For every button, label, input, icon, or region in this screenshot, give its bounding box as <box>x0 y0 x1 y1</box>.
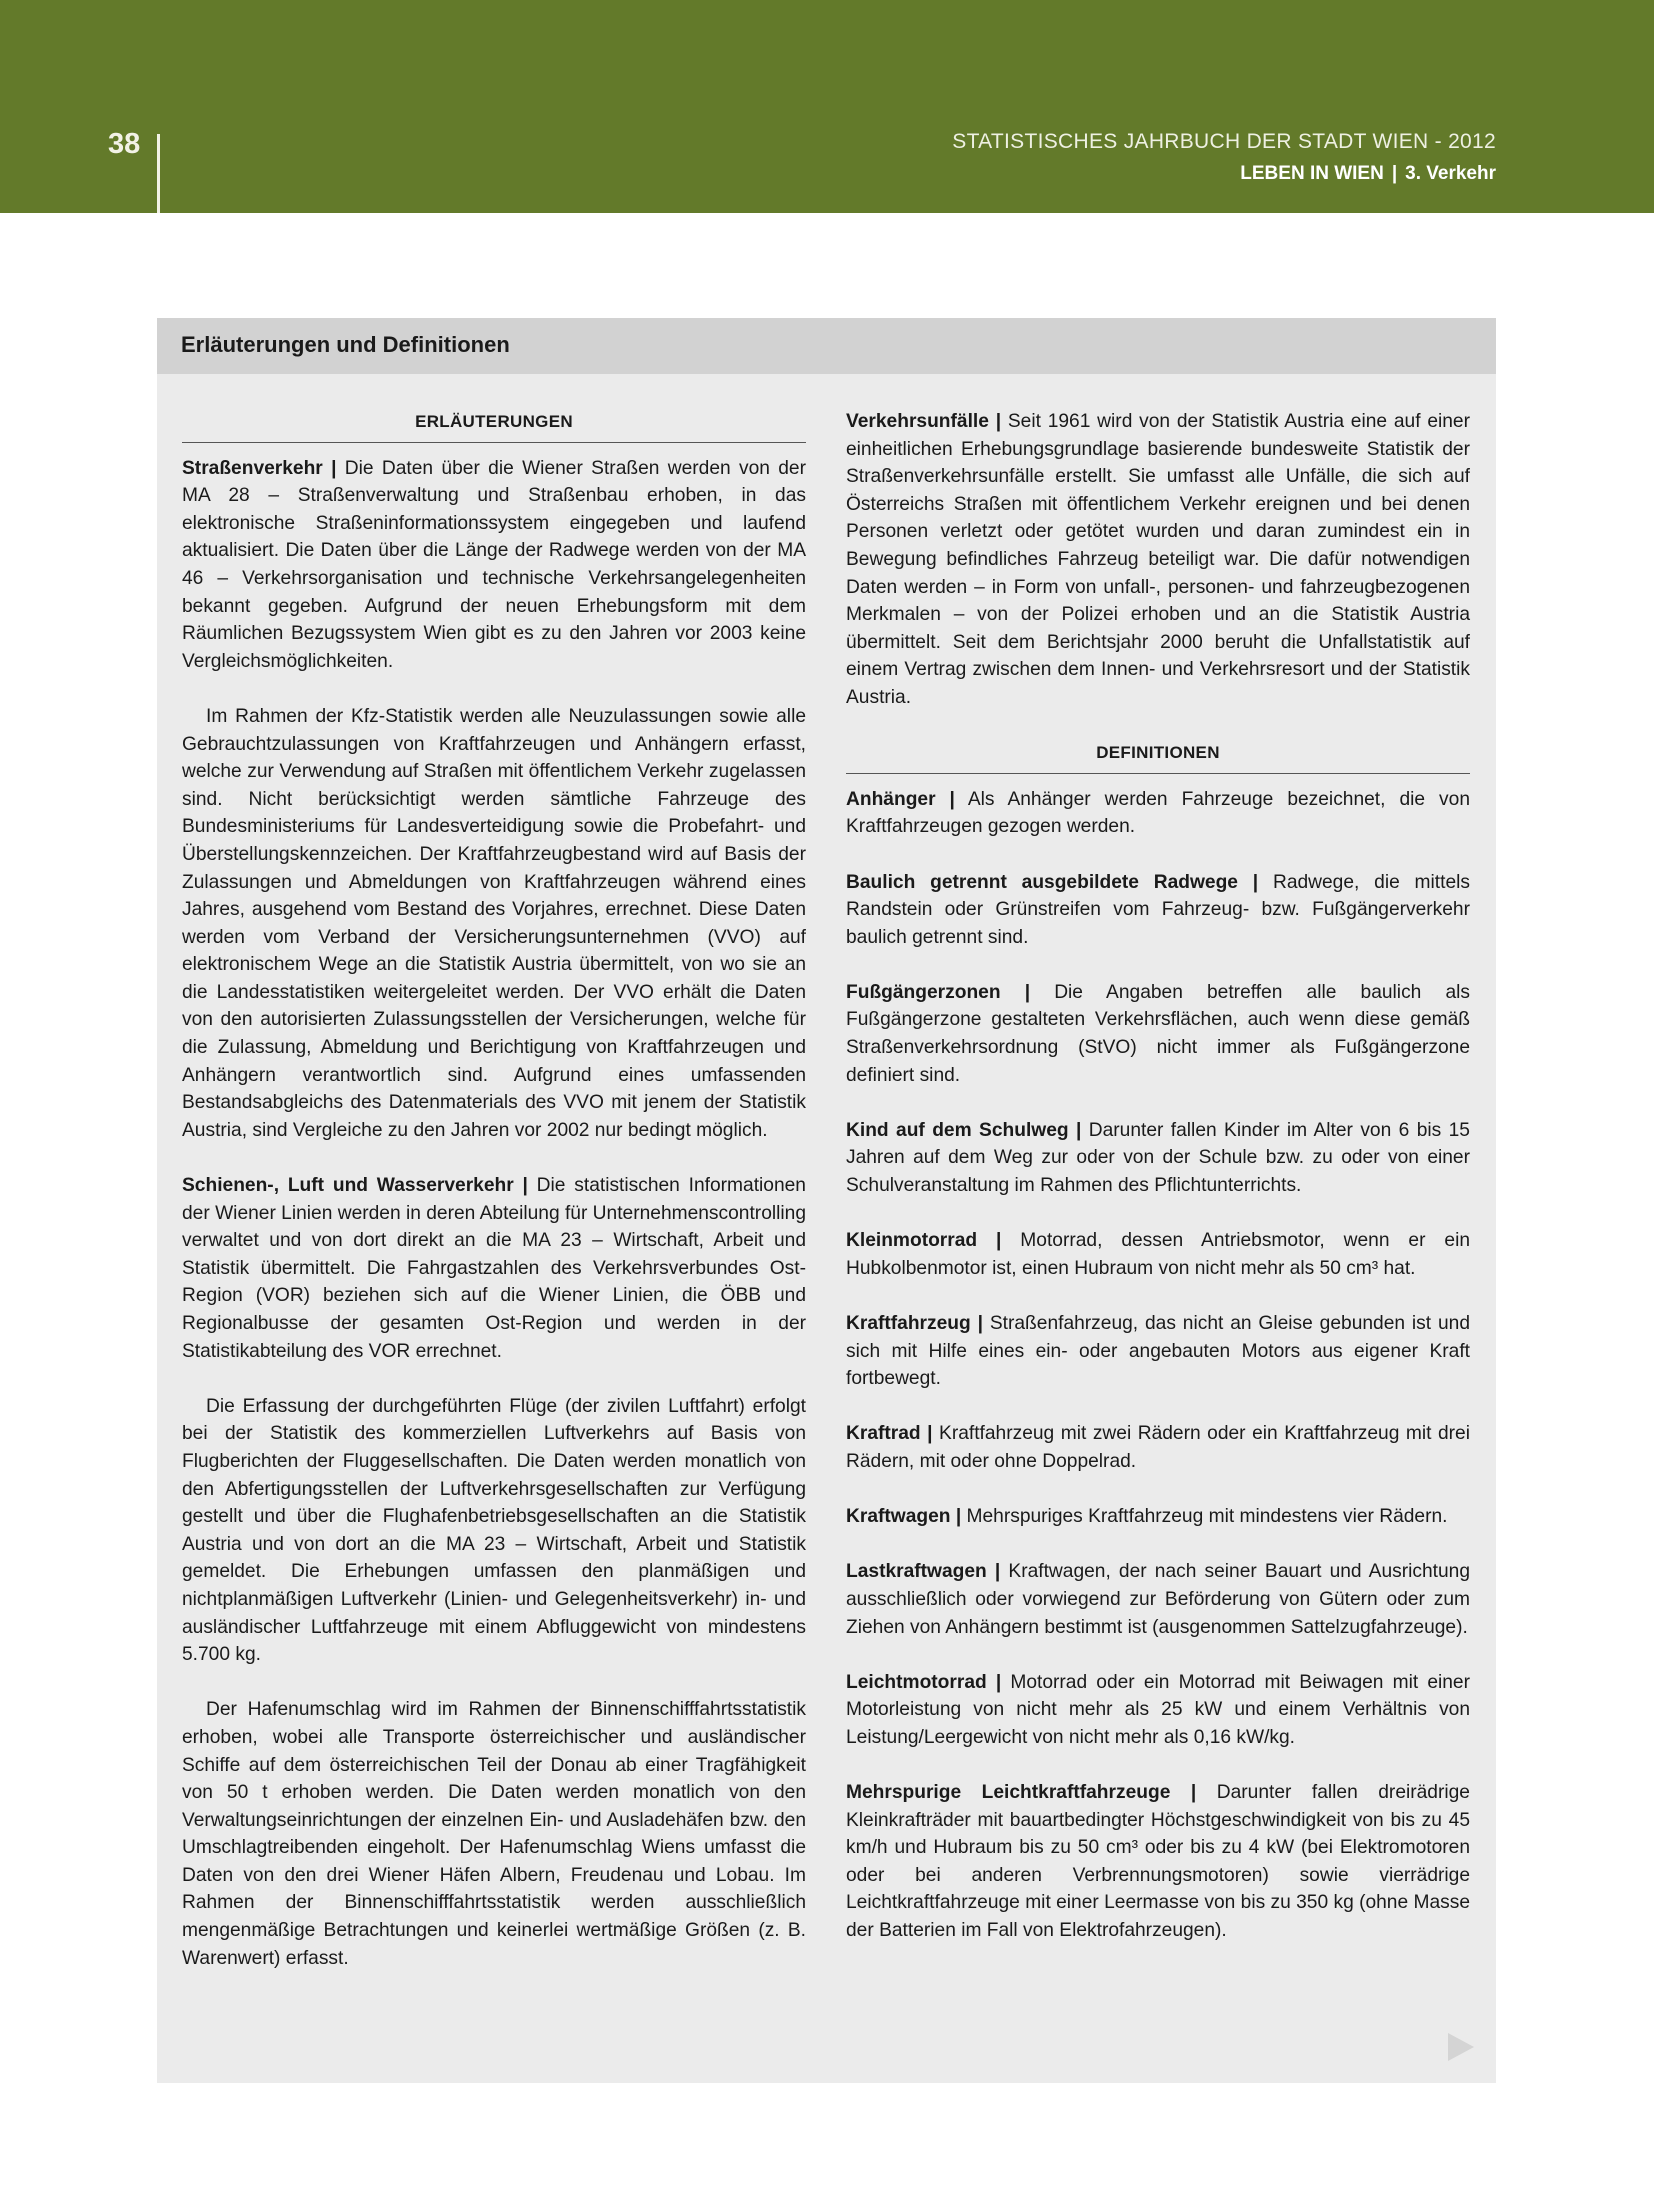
definition-term: Fußgängerzonen | <box>846 981 1031 1003</box>
definition-item <box>846 1310 1470 1393</box>
paragraph-term: Verkehrsunfälle | <box>846 411 1002 432</box>
definition-text: Darunter fallen dreirädrige Kleinkrafträder mit bauartbedingter Höchstgeschwindigkeit von bis zu 45 km/h und Hubraum bis zu 50 cm³ oder bis zu 4 kW (bei Elektromotoren oder bei anderen Verbrennungsmotoren) sowie vierrädrige Leichtkraftfahrzeuge mit einer Leermasse von bis zu 350 kg (ohne Masse der Batterien im Fall von Elektrofahrzeugen). <box>846 1782 1470 1942</box>
page-number: 38 <box>108 128 141 160</box>
header-divider <box>157 134 160 213</box>
explanation-paragraph <box>182 1696 806 1972</box>
definition-term: Kleinmotorrad | <box>846 1230 1002 1252</box>
definition-text: Die Angaben betreffen alle baulich als Fußgängerzone gestalteten Verkehrsflächen, auch wenn diese gemäß Straßenverkehrsordnung (StVO) nicht immer als Fußgängerzone definiert sind. <box>846 981 1470 1086</box>
definition-item <box>846 1779 1470 1945</box>
definition-item <box>846 1558 1470 1641</box>
definition-text: Radwege, die mittels Randstein oder Grünstreifen vom Fahrzeug- bzw. Fußgängerverkehr baulich getrennt sind. <box>846 871 1470 948</box>
definition-text: Als Anhänger werden Fahrzeuge bezeichnet, die von Kraftfahrzeugen gezogen werden. <box>846 788 1470 838</box>
definition-text: Darunter fallen Kinder im Alter von 6 bis 15 Jahren auf dem Weg zur oder von der Schule bzw. zu oder von einer Schulveranstaltung im Rahmen des Pflichtunterrichts. <box>846 1119 1470 1197</box>
definition-term: Baulich getrennt ausgebildete Radwege | <box>846 871 1259 893</box>
definition-term: Kraftrad | <box>846 1423 933 1445</box>
paragraph-text: Die Erfassung der durchgeführten Flüge (der zivilen Luftfahrt) erfolgt bei der Statistik des kommerziellen Luftverkehrs auf Basis von Flugberichten der Fluggesellschaften. Die Daten werden monatlich von den Abfertigungsstellen der Luftverkehrsgesellschaften zur Verfügung gestellt und über die Flughafenbetriebsgesellschaften an die Statistik Austria und von dort an die MA 23 – Wirtschaft, Arbeit und Statistik gemeldet. Die Erhebungen umfassen den planmäßigen und nichtplanmäßigen Luftverkehr (Linien- und Gelegenheitsverkehr) in- und ausländischer Luftfahrzeuge mit einem Abfluggewicht von mindestens 5.700 kg. <box>182 1395 806 1666</box>
running-title: STATISTISCHES JAHRBUCH DER STADT WIEN - 2012 <box>952 130 1496 153</box>
definition-item <box>846 1420 1470 1475</box>
definition-text: Straßenfahrzeug, das nicht an Gleise gebunden ist und sich mit Hilfe eines ein- oder angebauten Motors aus eigener Kraft fortbewegt. <box>846 1313 1470 1390</box>
section-separator: | <box>1391 163 1398 184</box>
explanation-paragraph <box>846 408 1470 712</box>
definition-term: Lastkraftwagen | <box>846 1561 1001 1583</box>
paragraph-term: Schienen-, Luft und Wasserverkehr | <box>182 1175 528 1197</box>
definition-text: Motorrad oder ein Motorrad mit Beiwagen mit einer Motorleistung von nicht mehr als 25 kW und einem Verhältnis von Leistung/Leergewicht von nicht mehr als 0,16 kW/kg. <box>846 1671 1470 1748</box>
definition-term: Kraftwagen | <box>846 1506 962 1528</box>
section-prefix: LEBEN IN WIEN <box>1240 163 1384 184</box>
definition-item <box>846 1227 1470 1282</box>
definition-item <box>846 869 1470 952</box>
definition-text: Motorrad, dessen Antriebsmotor, wenn er ein Hubkolbenmotor ist, einen Hubraum von nicht mehr als 50 cm³ hat. <box>846 1230 1470 1279</box>
definition-term: Mehrspurige Leichtkraftfahrzeuge | <box>846 1782 1197 1804</box>
section-name: 3. Verkehr <box>1405 163 1496 184</box>
explanation-paragraph <box>182 703 806 1145</box>
explanations-heading: ERLÄUTERUNGEN <box>182 408 806 443</box>
definition-term: Leichtmotorrad | <box>846 1671 1002 1693</box>
left-column <box>182 408 806 2000</box>
definition-term: Kraftfahrzeug | <box>846 1313 983 1334</box>
definition-text: Kraftfahrzeug mit zwei Rädern oder ein Kraftfahrzeug mit drei Rädern, mit oder ohne Doppelrad. <box>846 1423 1470 1472</box>
explanation-paragraph <box>182 455 806 676</box>
paragraph-text: Der Hafenumschlag wird im Rahmen der Binnenschifffahrtsstatistik erhoben, wobei alle Transporte österreichischer und ausländischer Schiffe auf dem österreichischen Teil der Donau ab einer Tragfähigkeit von 50 t erhoben werden. Die Daten werden monatlich von den Verwaltungseinrichtungen der einzelnen Ein- und Ausladehäfen bzw. den Umschlagtreibenden eingeholt. Der Hafenumschlag Wiens umfasst die Daten von den drei Wiener Häfen Albern, Freudenau und Lobau. Im Rahmen der Binnenschifffahrtsstatistik werden ausschließlich mengenmäßige Betrachtungen und keinerlei wertmäßige Größen (z. B. Warenwert) erfasst. <box>182 1699 806 1969</box>
definition-term: Anhänger | <box>846 788 955 810</box>
paragraph-text: Die Daten über die Wiener Straßen werden von der MA 28 – Straßenverwaltung und Straßenbau erhoben, in das elektronische Straßeninformationssystem eingegeben und laufend aktualisiert. Die Daten über die Länge der Radwege werden von der MA 46 – Verkehrsorganisation und technische Verkehrsangelegenheiten bekannt gegeben. Aufgrund der neuen Erhebungsform mit dem Räumlichen Bezugssystem Wien gibt es zu den Jahren vor 2003 keine Vergleichsmöglichkeiten. <box>182 457 806 672</box>
definition-item <box>846 1117 1470 1200</box>
definition-item <box>846 1503 1470 1531</box>
explanation-paragraph <box>182 1393 806 1669</box>
definition-term: Kind auf dem Schulweg | <box>846 1119 1082 1141</box>
definition-item <box>846 979 1470 1089</box>
triangle-right-icon[interactable] <box>1448 2033 1474 2061</box>
explanation-paragraph <box>182 1172 806 1365</box>
box-title: Erläuterungen und Definitionen <box>181 332 510 357</box>
definition-text: Kraftwagen, der nach seiner Bauart und Ausrichtung ausschließlich oder vorwiegend zur Beförderung von Gütern oder zum Ziehen von Anhängern bestimmt ist (ausgenommen Sattelzugfahrzeuge). <box>846 1561 1471 1638</box>
box-title-bar <box>157 318 1496 374</box>
right-column <box>846 408 1470 1972</box>
definition-text: Mehrspuriges Kraftfahrzeug mit mindestens vier Rädern. <box>961 1506 1448 1528</box>
definition-item <box>846 1669 1470 1752</box>
definition-item <box>846 786 1470 841</box>
paragraph-text: Seit 1961 wird von der Statistik Austria eine auf einer einheitlichen Erhebungsgrundlage basierende bundesweite Statistik der Straßenverkehrsunfälle erstellt. Sie umfasst alle Unfälle, die sich auf Österreichs Straßen mit öffentlichem Verkehr ereignen und bei denen Personen verletzt oder getötet wurden und daran zumindest ein in Bewegung befindliches Fahrzeug beteiligt war. Die dafür notwendigen Daten werden – in Form von unfall-, personen- und fahrzeugbezogenen Merkmalen – von der Polizei erhoben und an die Statistik Austria übermittelt. Seit dem Berichtsjahr 2000 beruht die Unfallstatistik auf einem Vertrag zwischen dem Innen- und Verkehrsresort und der Statistik Austria. <box>846 411 1470 708</box>
paragraph-text: Die statistischen Informationen der Wiener Linien werden in deren Abteilung für Unternehmenscontrolling verwaltet und von dort direkt an die MA 23 – Wirtschaft, Arbeit und Statistik übermittelt. Die Fahrgastzahlen des Verkehrsverbundes Ost-Region (VOR) beziehen sich auf die Wiener Linien, die ÖBB und Regionalbusse der gesamten Ost-Region und werden in der Statistikabteilung des VOR errechnet. <box>182 1175 806 1362</box>
running-section <box>1240 163 1496 185</box>
definitions-heading: DEFINITIONEN <box>846 739 1470 774</box>
paragraph-text: Im Rahmen der Kfz-Statistik werden alle Neuzulassungen sowie alle Gebrauchtzulassungen von Kraftfahrzeugen und Anhängern erfasst, welche zur Verwendung auf Straßen mit öffentlichem Verkehr zugelassen sind. Nicht berücksichtigt werden sämtliche Fahrzeuge des Bundesministeriums für Landesverteidigung sowie die Probefahrt- und Überstellungskennzeichen. Der Kraftfahrzeugbestand wird auf Basis der Zulassungen und Abmeldungen von Kraftfahrzeugen während eines Jahres, ausgehend vom Bestand des Vorjahres, errechnet. Diese Daten werden vom Verband der Versicherungsunternehmen (VVO) auf elektronischem Wege an die Statistik Austria übermittelt, von wo sie an die Landesstatistiken weitergeleitet werden. Der VVO erhält die Daten von den autorisierten Zulassungsstellen der Versicherungen, welche für die Zulassung, Abmeldung und Berichtigung von Kraftfahrzeugen und Anhängern verantwortlich sind. Aufgrund eines umfassenden Bestandsabgleichs des Datenmaterials des VVO mit jenem der Statistik Austria, sind Vergleiche zu den Jahren vor 2002 nur bedingt möglich. <box>182 705 806 1141</box>
paragraph-term: Straßenverkehr | <box>182 457 337 479</box>
explanations-box <box>157 318 1496 2083</box>
